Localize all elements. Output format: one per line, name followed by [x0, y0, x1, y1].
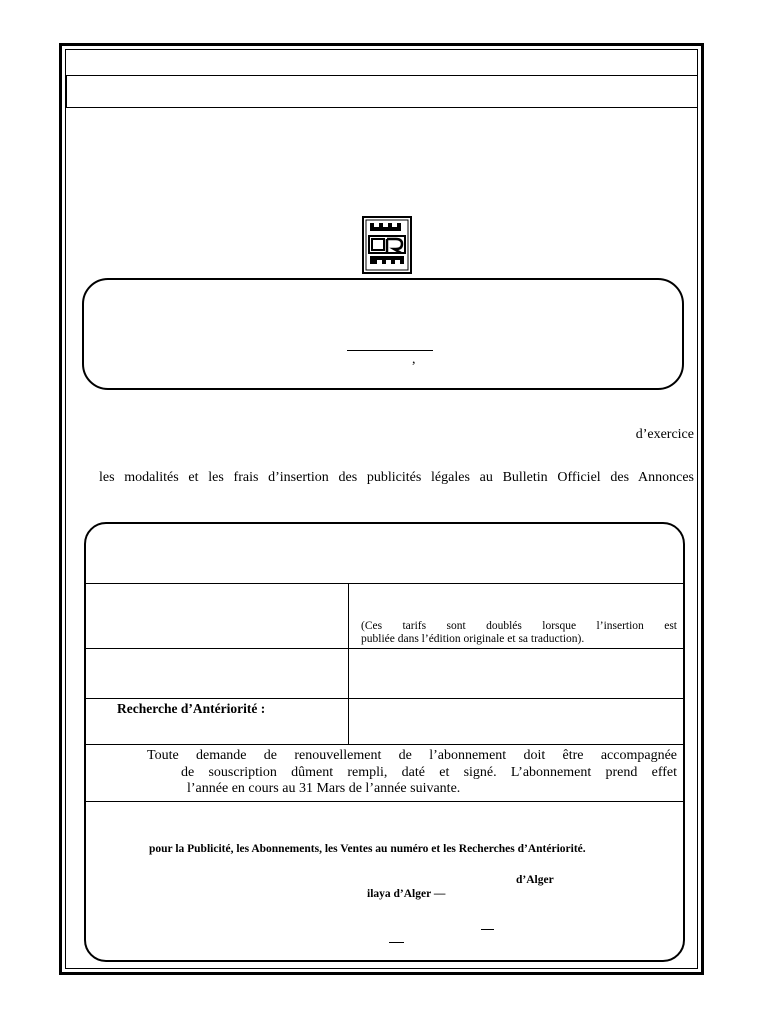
table-rule — [86, 583, 683, 584]
header-band — [66, 75, 698, 108]
tariff-note-line: publiée dans l’édition originale et sa traduction). — [361, 633, 585, 645]
title-underline — [347, 350, 433, 351]
exercice-text: d’exercice — [635, 427, 694, 442]
table-rule — [86, 744, 683, 745]
renewal-text-line: de souscription dûment rempli, daté et signé. L’abonnement prend effet — [181, 765, 677, 780]
dash-mark — [481, 929, 494, 930]
modalites-text: les modalités et les frais d’insertion des publicités légales au Bulletin Officiel des Annonces — [99, 470, 694, 485]
dash-mark — [389, 942, 404, 943]
tariff-note — [361, 620, 677, 646]
table-rule — [86, 698, 683, 699]
table-rule — [86, 648, 683, 649]
wilaya-text: ilaya d’Alger — — [367, 888, 446, 900]
renewal-text-line: l’année en cours au 31 Mars de l’année suivante. — [187, 781, 461, 796]
title-box — [82, 278, 684, 390]
anteriorite-label: Recherche d’Antériorité : — [117, 701, 266, 716]
title-comma: , — [412, 352, 416, 367]
alger-text: d’Alger — [516, 874, 554, 886]
contact-text: pour la Publicité, les Abonnements, les Ventes au numéro et les Recherches d’Antériorité. — [149, 843, 586, 855]
table-rule — [86, 801, 683, 802]
tariff-note-line: (Ces tarifs sont doublés lorsque l’insertion est — [361, 620, 677, 632]
emblem-icon — [362, 216, 412, 274]
table-column-divider — [348, 584, 349, 745]
renewal-text-line: Toute demande de renouvellement de l’abonnement doit être accompagnée — [147, 748, 677, 763]
